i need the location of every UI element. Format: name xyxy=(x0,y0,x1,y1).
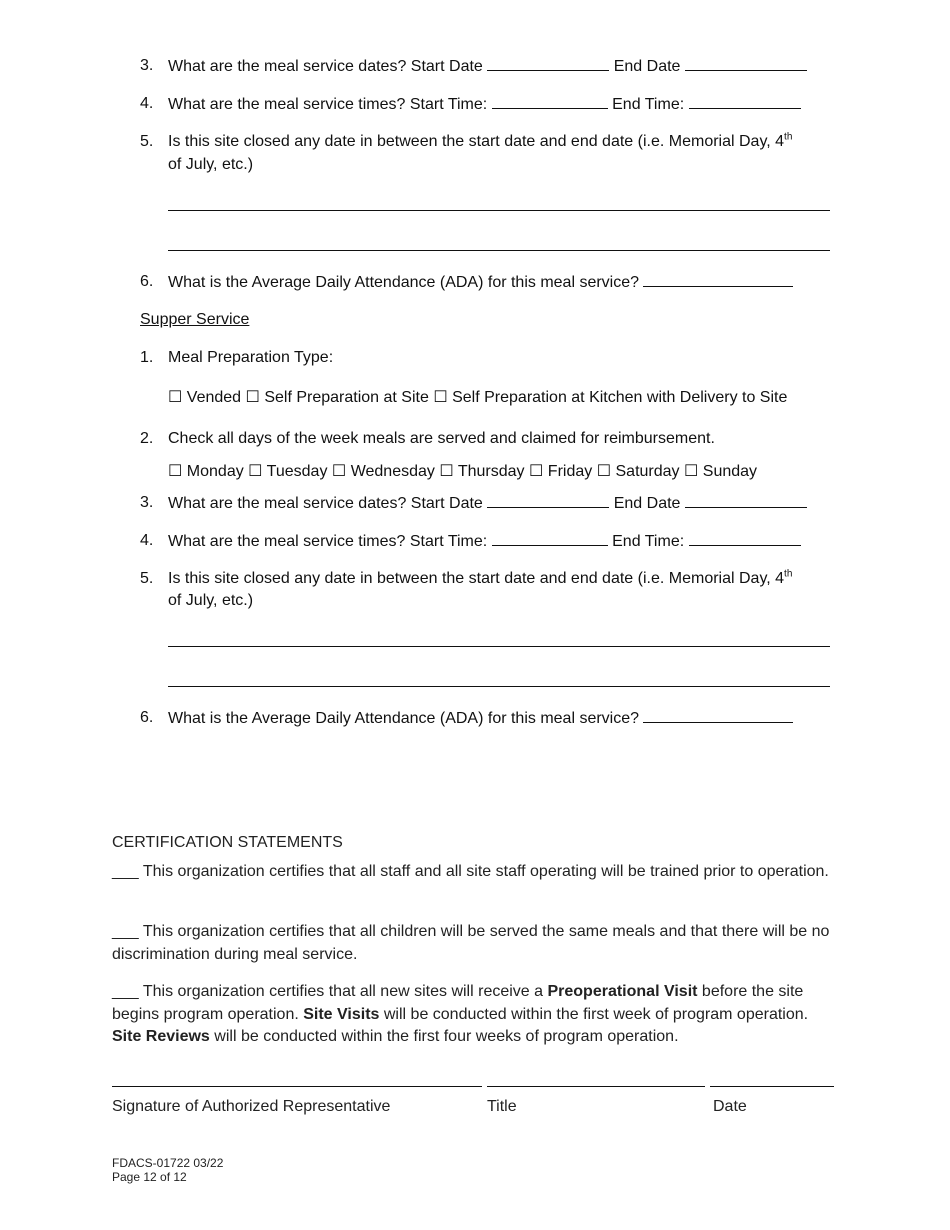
day-sunday[interactable]: ☐ Sunday xyxy=(684,463,758,480)
meal-prep-options xyxy=(168,388,787,408)
supper-closed-dates-line-2[interactable] xyxy=(168,686,830,687)
supper-q3-meal-dates: What are the meal service dates? Start Date End Date xyxy=(168,493,807,514)
supper-q5-line2: of July, etc.) xyxy=(168,592,254,609)
q4-meal-times xyxy=(168,94,801,115)
supper-service-heading: Supper Service xyxy=(140,311,250,328)
q5-line2: of July, etc.) xyxy=(168,156,254,173)
option-self-prep-site[interactable]: ☐ Self Preparation at Site xyxy=(245,389,429,406)
q3-label: What are the meal service dates? Start Date xyxy=(168,58,483,75)
title-label: Title xyxy=(487,1098,517,1115)
cert-statement-nondiscrimination: ___ This organization certifies that all children will be served the same meals and that there will be no discrimination during meal service. xyxy=(112,923,830,963)
cert-initial-blank-3[interactable]: ___ xyxy=(112,983,139,1000)
q5-number: 5. xyxy=(140,133,154,150)
signature-label: Signature of Authorized Representative xyxy=(112,1098,391,1115)
supper-q1-number: 1. xyxy=(140,349,154,366)
cert-statement-visits: ___ This organization certifies that all new sites will receive a Preoperational Visit before the site begins program operation. Site Visits will be conducted within the first week of program operation. Site Reviews will be conducted within the first four weeks of program operation. xyxy=(112,983,809,1045)
supper-q3-number: 3. xyxy=(140,494,154,511)
supper-end-time-field[interactable] xyxy=(689,531,801,546)
supper-ada-field[interactable] xyxy=(643,708,793,723)
q4-label: What are the meal service times? Start Time: xyxy=(168,96,488,113)
end-time-field[interactable] xyxy=(689,94,801,109)
certification-heading: CERTIFICATION STATEMENTS xyxy=(112,834,343,851)
q5-closed-dates-question: Is this site closed any date in between the start date and end date (i.e. Memorial Day, 4th xyxy=(168,131,793,150)
date-label: Date xyxy=(713,1098,747,1115)
signature-line[interactable] xyxy=(112,1086,482,1087)
end-time-label: End Time: xyxy=(612,96,685,113)
ada-field[interactable] xyxy=(643,272,793,287)
q4-number: 4. xyxy=(140,95,154,112)
day-friday[interactable]: ☐ Friday xyxy=(529,463,593,480)
closed-dates-line-1[interactable] xyxy=(168,210,830,211)
supper-q5-number: 5. xyxy=(140,570,154,587)
date-line[interactable] xyxy=(710,1086,834,1087)
supper-start-time-field[interactable] xyxy=(492,531,608,546)
option-self-prep-kitchen[interactable]: ☐ Self Preparation at Kitchen with Delivery to Site xyxy=(433,389,788,406)
end-date-label: End Date xyxy=(613,58,681,75)
cert-initial-blank-1[interactable]: ___ xyxy=(112,863,139,880)
supper-q2-number: 2. xyxy=(140,430,154,447)
q6-ada: What is the Average Daily Attendance (ADA) for this meal service? xyxy=(168,272,793,293)
day-saturday[interactable]: ☐ Saturday xyxy=(596,463,680,480)
supper-q4-meal-times: What are the meal service times? Start Time: End Time: xyxy=(168,531,801,552)
q3-meal-dates xyxy=(168,56,807,77)
day-tuesday[interactable]: ☐ Tuesday xyxy=(248,463,328,480)
days-served-label: Check all days of the week meals are served and claimed for reimbursement. xyxy=(168,430,715,447)
days-checkboxes xyxy=(168,462,757,482)
page-number: Page 12 of 12 xyxy=(112,1170,187,1184)
cert-initial-blank-2[interactable]: ___ xyxy=(112,923,139,940)
option-vended[interactable]: ☐ Vended xyxy=(168,389,242,406)
q3-number: 3. xyxy=(140,57,154,74)
supper-q6-number: 6. xyxy=(140,709,154,726)
end-date-field[interactable] xyxy=(685,56,807,71)
cert-statement-training: ___ This organization certifies that all staff and all site staff operating will be trained prior to operation. xyxy=(112,863,829,880)
supper-q6-ada: What is the Average Daily Attendance (ADA) for this meal service? xyxy=(168,708,793,729)
day-monday[interactable]: ☐ Monday xyxy=(168,463,244,480)
supper-q4-number: 4. xyxy=(140,532,154,549)
supper-closed-dates-line-1[interactable] xyxy=(168,646,830,647)
form-id: FDACS-01722 03/22 xyxy=(112,1156,224,1170)
supper-end-date-field[interactable] xyxy=(685,493,807,508)
supper-start-date-field[interactable] xyxy=(487,493,609,508)
title-line[interactable] xyxy=(487,1086,705,1087)
meal-prep-type-label: Meal Preparation Type: xyxy=(168,349,334,366)
day-wednesday[interactable]: ☐ Wednesday xyxy=(331,463,435,480)
closed-dates-line-2[interactable] xyxy=(168,250,830,251)
start-date-field[interactable] xyxy=(487,56,609,71)
day-thursday[interactable]: ☐ Thursday xyxy=(439,463,525,480)
q6-number: 6. xyxy=(140,273,154,290)
start-time-field[interactable] xyxy=(492,94,608,109)
supper-q5-closed-dates-question: Is this site closed any date in between the start date and end date (i.e. Memorial Day, 4th xyxy=(168,568,793,587)
